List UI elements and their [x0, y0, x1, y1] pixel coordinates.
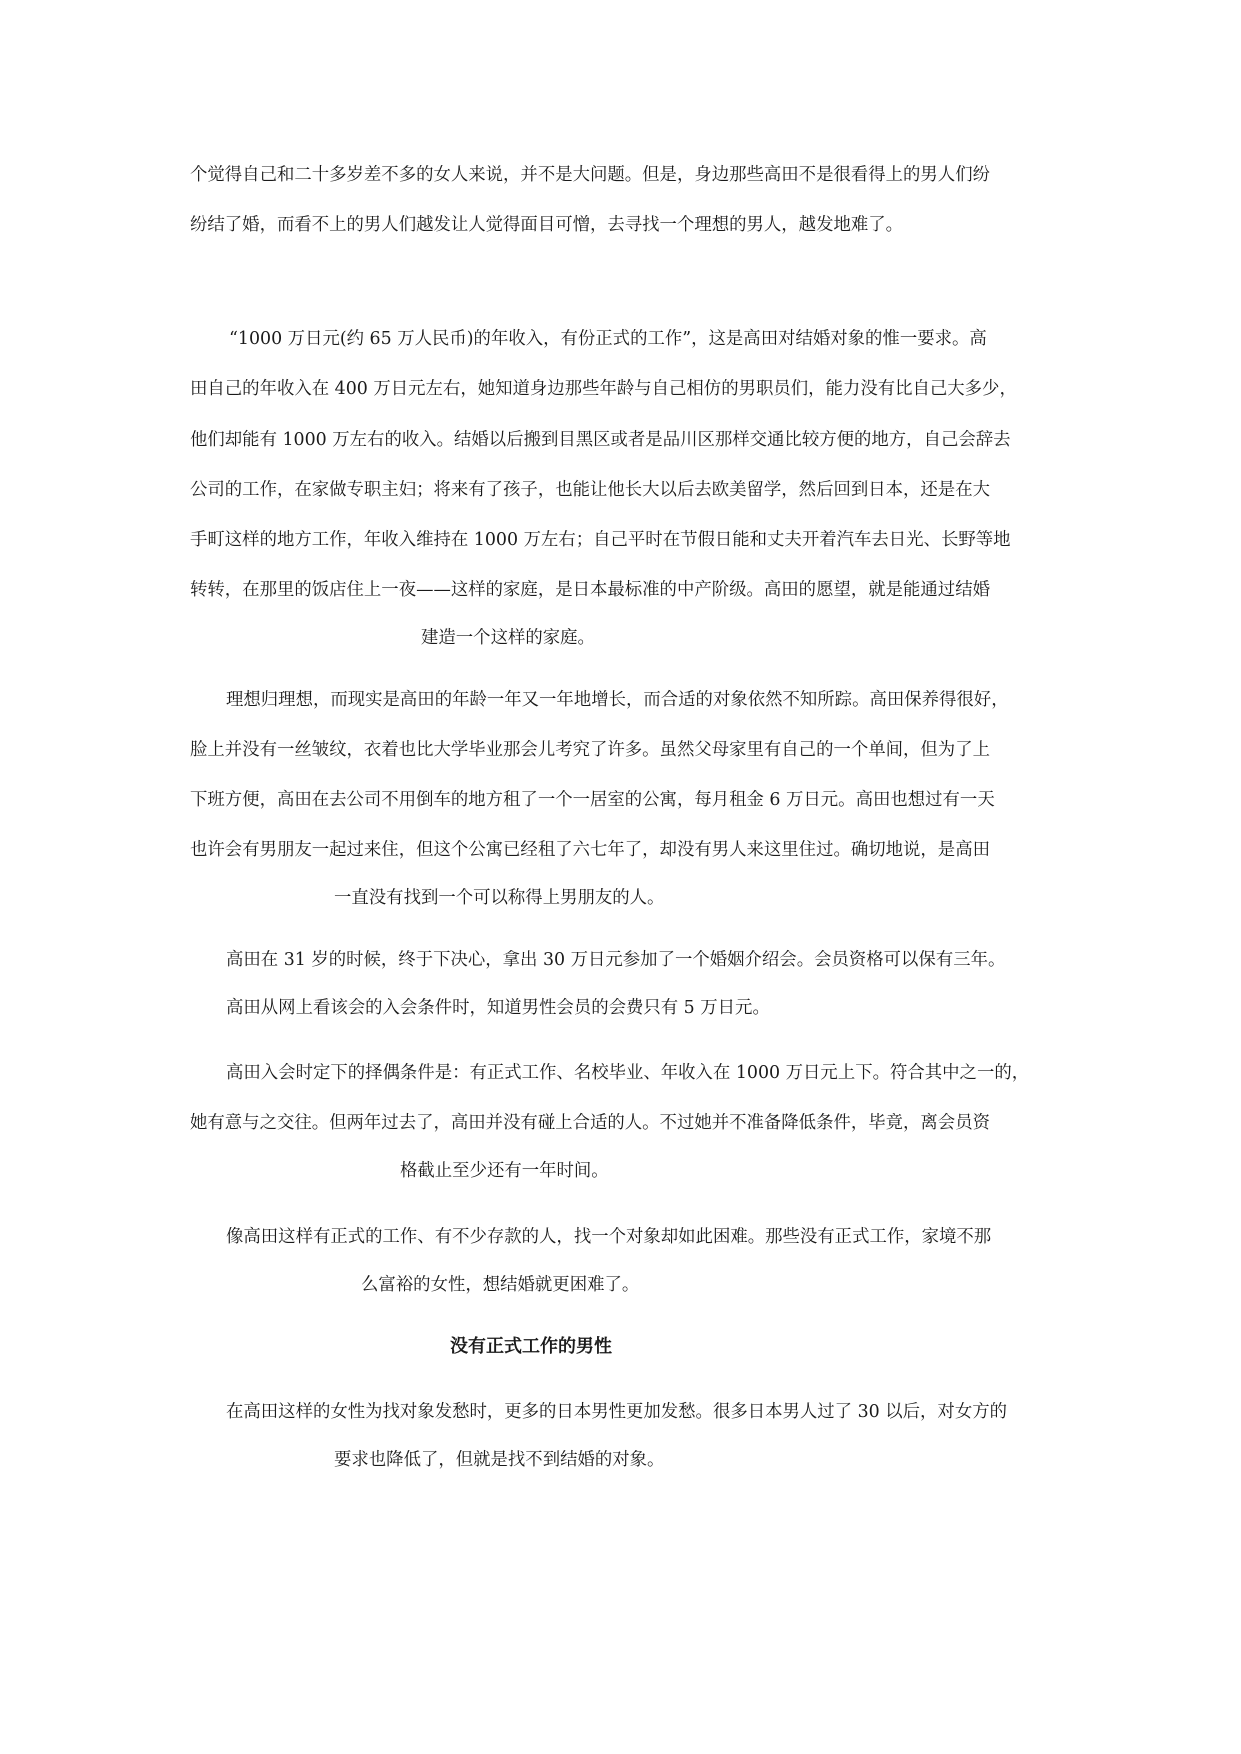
text-line: 高田入会时定下的择偶条件是：有正式工作、名校毕业、年收入在 1000 万日元上下。符合其中之一的， — [226, 1063, 1030, 1083]
text-line: 手町这样的地方工作，年收入维持在 1000 万左右；自己平时在节假日能和丈夫开着汽车去日光、长野等地 — [190, 530, 1011, 550]
section-heading: 没有正式工作的男性 — [450, 1336, 612, 1357]
text-line: 她有意与之交往。但两年过去了，高田并没有碰上合适的人。不过她并不准备降低条件，毕竟，离会员资 — [190, 1113, 990, 1133]
text-line: 一直没有找到一个可以称得上男朋友的人。 — [334, 888, 665, 908]
text-line: 他们却能有 1000 万左右的收入。结婚以后搬到目黑区或者是品川区那样交通比较方便的地方，自己会辞去 — [190, 430, 1011, 450]
text-line: 要求也降低了，但就是找不到结婚的对象。 — [334, 1450, 665, 1470]
text-line: 高田从网上看该会的入会条件时，知道男性会员的会费只有 5 万日元。 — [226, 998, 770, 1018]
text-line: 田自己的年收入在 400 万日元左右，她知道身边那些年龄与自己相仿的男职员们，能力没有比自己大多少， — [190, 379, 1017, 399]
text-line: 格截止至少还有一年时间。 — [400, 1161, 609, 1181]
text-line: 么富裕的女性，想结婚就更困难了。 — [361, 1275, 640, 1295]
text-line: 个觉得自己和二十多岁差不多的女人来说，并不是大问题。但是，身边那些高田不是很看得上的男人们纷 — [190, 165, 990, 185]
text-line: 理想归理想，而现实是高田的年龄一年又一年地增长，而合适的对象依然不知所踪。高田保养得很好， — [226, 690, 1009, 710]
text-line: 纷结了婚，而看不上的男人们越发让人觉得面目可憎，去寻找一个理想的男人，越发地难了。 — [190, 215, 904, 235]
text-line: 建造一个这样的家庭。 — [421, 628, 595, 648]
text-line: 脸上并没有一丝皱纹，衣着也比大学毕业那会儿考究了许多。虽然父母家里有自己的一个单间，但为了上 — [190, 740, 990, 760]
text-line: 转转，在那里的饭店住上一夜——这样的家庭，是日本最标准的中产阶级。高田的愿望，就是能通过结婚 — [190, 580, 990, 600]
text-line: 也许会有男朋友一起过来住，但这个公寓已经租了六七年了，却没有男人来这里住过。确切地说，是高田 — [190, 840, 990, 860]
text-line: 下班方便，高田在去公司不用倒车的地方租了一个一居室的公寓，每月租金 6 万日元。高田也想过有一天 — [190, 790, 995, 810]
text-line: 在高田这样的女性为找对象发愁时，更多的日本男性更加发愁。很多日本男人过了 30 以后，对女方的 — [226, 1402, 1007, 1422]
text-line: “1000 万日元(约 65 万人民币)的年收入，有份正式的工作”，这是高田对结婚对象的惟一要求。高 — [229, 329, 987, 349]
text-line: 像高田这样有正式的工作、有不少存款的人，找一个对象却如此困难。那些没有正式工作，家境不那 — [226, 1227, 992, 1247]
text-line: 公司的工作，在家做专职主妇；将来有了孩子，也能让他长大以后去欧美留学，然后回到日本，还是在大 — [190, 480, 990, 500]
text-line: 高田在 31 岁的时候，终于下决心，拿出 30 万日元参加了一个婚姻介绍会。会员资格可以保有三年。 — [226, 950, 1006, 970]
